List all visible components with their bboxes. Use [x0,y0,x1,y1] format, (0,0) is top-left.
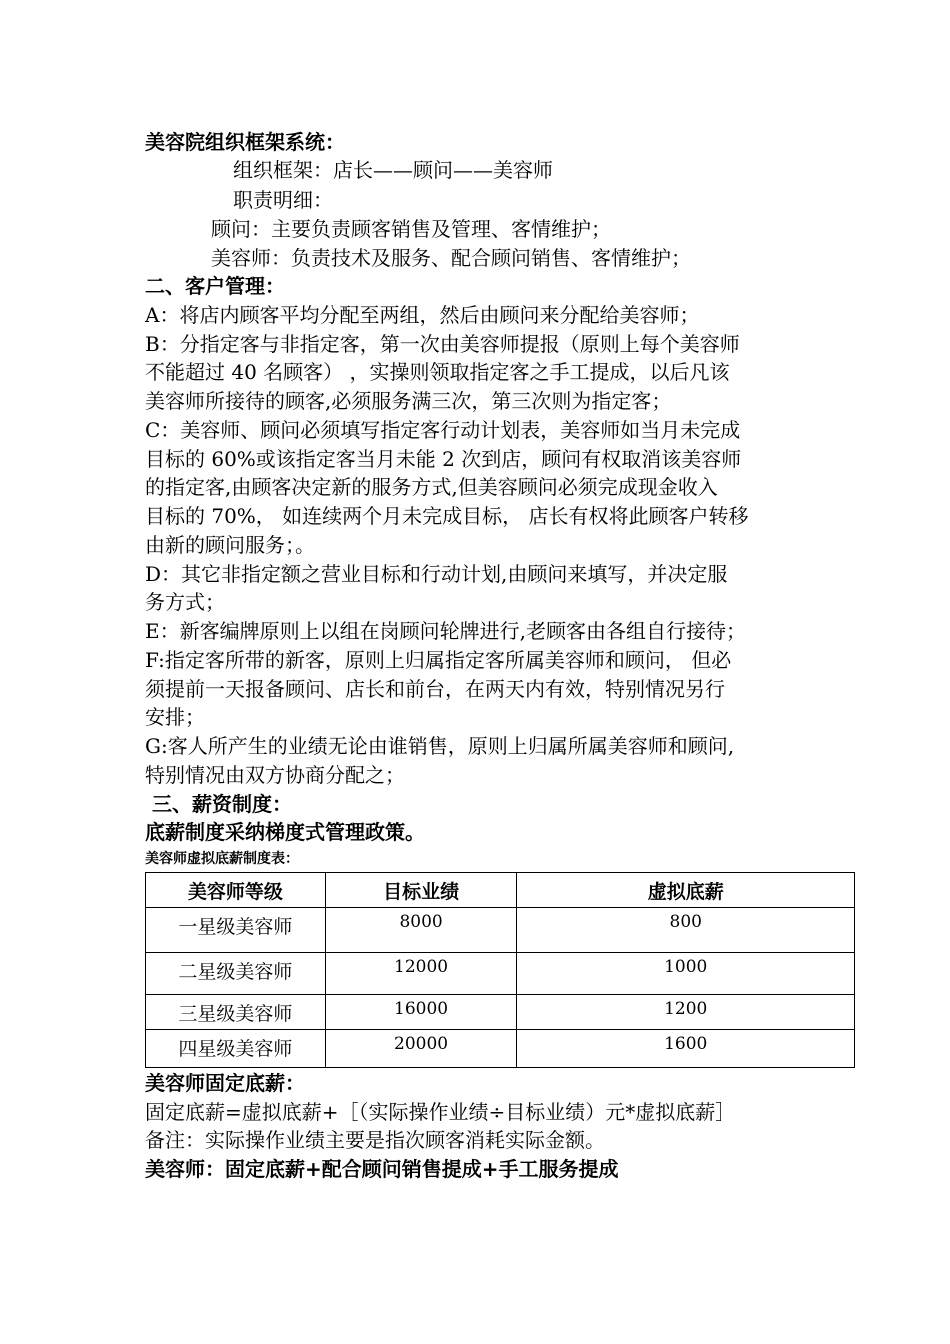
note: 备注：实际操作业绩主要是指次顾客消耗实际金额。 [145,1128,605,1152]
table-row [146,995,855,1030]
fixed-salary-title: 美容师固定底薪： [145,1071,305,1095]
duty-consultant: 顾问：主要负责顾客销售及管理、客情维护； [211,217,611,241]
cell-level: 一星级美容师 [146,908,326,953]
salary-policy: 底薪制度采纳梯度式管理政策。 [145,820,425,844]
section2-line: 目标的 70%， 如连续两个月未完成目标， 店长有权将此顾客户转移 [145,504,749,528]
duties-title: 职责明细： [233,188,333,212]
section2-line: 的指定客,由顾客决定新的服务方式,但美容顾问必须完成现金收入 [145,475,718,499]
section2-line: 特别情况由双方协商分配之； [145,763,405,787]
section2-line: C：美容师、顾问必须填写指定客行动计划表，美容师如当月未完成 [145,418,741,442]
section2-line: 由新的顾问服务；。 [145,533,315,557]
cell-virtual-salary: 800 [517,908,855,953]
beautician-pay: 美容师：固定底薪+配合顾问销售提成+手工服务提成 [145,1157,619,1181]
fixed-salary-formula: 固定底薪=虚拟底薪+［（实际操作业绩÷目标业绩）元*虚拟底薪］ [145,1100,736,1124]
salary-table [145,872,855,1068]
cell-virtual-salary: 1200 [517,995,855,1030]
section2-line: B：分指定客与非指定客，第一次由美容师提报（原则上每个美容师 [145,332,740,356]
cell-level: 三星级美容师 [146,995,326,1030]
section2-line: 安排； [145,705,205,729]
table-row [146,1030,855,1068]
cell-level: 二星级美容师 [146,953,326,995]
cell-target: 20000 [325,1030,517,1068]
cell-target: 8000 [325,908,517,953]
org-framework: 组织框架：店长——顾问——美容师 [233,158,553,182]
cell-target: 12000 [325,953,517,995]
org-heading: 美容院组织框架系统： [145,130,345,154]
header-target: 目标业绩 [325,873,517,908]
cell-target: 16000 [325,995,517,1030]
table-caption: 美容师虚拟底薪制度表： [145,851,299,867]
section2-line: 美容师所接待的顾客,必须服务满三次，第三次则为指定客； [145,389,672,413]
section2-line: F:指定客所带的新客，原则上归属指定客所属美容师和顾问， 但必 [145,648,732,672]
table-row [146,908,855,953]
section2-line: 目标的 60%或该指定客当月未能 2 次到店，顾问有权取消该美容师 [145,447,742,471]
section2-line: E：新客编牌原则上以组在岗顾问轮牌进行,老顾客由各组自行接待； [145,619,746,643]
section2-line: A：将店内顾客平均分配至两组，然后由顾问来分配给美容师； [145,303,700,327]
cell-level: 四星级美容师 [146,1030,326,1068]
cell-virtual-salary: 1600 [517,1030,855,1068]
table-row [146,953,855,995]
section3-title: 三、薪资制度： [152,792,292,816]
section2-line: 不能超过 40 名顾客） ，实操则领取指定客之手工提成，以后凡该 [145,360,730,384]
section2-line: D：其它非指定额之营业目标和行动计划,由顾问来填写，并决定服 [145,562,728,586]
duty-beautician: 美容师：负责技术及服务、配合顾问销售、客情维护； [211,246,691,270]
section2-line: G:客人所产生的业绩无论由谁销售，原则上归属所属美容师和顾问, [145,734,735,758]
cell-virtual-salary: 1000 [517,953,855,995]
section2-line: 务方式； [145,590,225,614]
section2-line: 须提前一天报备顾问、店长和前台，在两天内有效，特别情况另行 [145,677,725,701]
header-level: 美容师等级 [146,873,326,908]
header-virtual-salary: 虚拟底薪 [517,873,855,908]
section2-title: 二、客户管理： [145,274,285,298]
table-header-row [146,873,855,908]
